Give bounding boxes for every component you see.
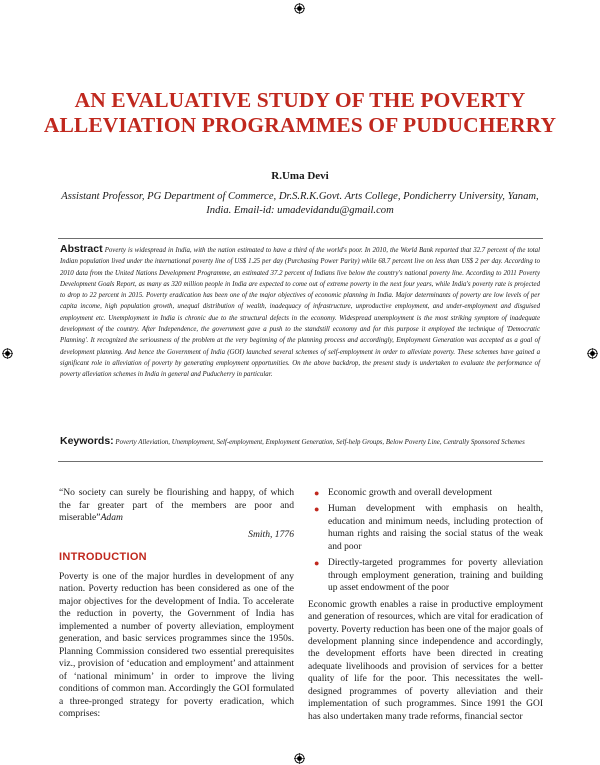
author-name: R.Uma Devi [271,170,329,182]
section-heading-introduction: INTRODUCTION [59,551,147,563]
list-item [308,487,543,499]
author-affiliation: Assistant Professor, PG Department of Commerce, Dr.S.R.K.Govt. Arts College, Pondicherry University, Yanam, India. Email-id: umadevidandu@gmail.com [61,191,539,216]
abstract-bottom-rule [58,461,543,462]
abstract-top-rule [58,238,543,239]
quote-author: Adam [100,512,123,523]
list-item-text: Directly-targeted programmes for poverty alleviation through employment generation, training and building up asset endowment of the poor [328,558,543,594]
right-column [308,487,543,723]
left-column [59,487,294,720]
list-item-text: Human development with emphasis on health, education and minimum needs, including protection of human rights and raising the social status of the weak and poor [328,504,543,552]
bullet-dot-icon: ● [314,488,320,498]
abstract-block [60,244,540,381]
epigraph-quote [59,487,294,525]
strategy-list [308,487,543,595]
list-item [308,557,543,594]
abstract-label: Abstract [60,243,103,255]
quote-attribution: Smith, 1776 [248,528,294,540]
list-item-text: Economic growth and overall development [328,488,493,498]
registration-mark-left-icon [2,348,13,359]
abstract-text: Poverty is widespread in India, with the nation estimated to have a third of the world's poor. In 2010, the World Bank reported that 32.7 percent of the total Indian population lived under the international poverty line of US$ 1.25 per day (Purchasing Power Parity) while 68.7 percent live on less than US$ 2 per day. According to 2010 data from the United Nations Development Programme, an estimated 37.2 percent of Indians live below the country's national poverty line. According to 2011 Poverty Development Goals Report, as many as 320 million people in India are expected to come out of extreme poverty in the next four years, while India's poverty rate is projected to drop to 22 percent in 2015. Poverty eradication has been one of the major objectives of economic planning in India. Major determinants of poverty are low levels of per capita income, high population growth, unequal distribution of wealth, inadequacy of infrastructure, unproductive employment, and under-employment and disguised employment etc. Unemployment in India is chronic due to the structural defects in the economy. Widespread unemployment is the most striking symptom of inadequate development of the country. After Independence, the government gave a push to the standstill economy and for this purpose it employed the technique of 'Democratic Planning'. It recognized the seriousness of the problem at the very beginning of the planning process and accordingly, Employment Generation was accepted as a goal of development planning. And hence the Government of India (GOI) launched several schemes of self-employment in order to alleviate poverty. These schemes have gained a significant role in alleviation of poverty by generating employment opportunities. On the above backdrop, the present study is undertaken to evaluate the performance of poverty alleviation schemes in India in general and Puducherry in particular. [60,247,540,379]
bullet-dot-icon: ● [314,504,320,515]
list-item [308,503,543,553]
keywords-block [60,436,540,448]
registration-mark-right-icon [587,348,598,359]
quote-text: “No society can surely be flourishing and happy, of which the far greater part of the members are poor and miserable” [59,487,294,523]
registration-mark-bottom-icon [294,753,305,764]
paper-title: AN EVALUATIVE STUDY OF THE POVERTY ALLEVIATION PROGRAMMES OF PUDUCHERRY [43,88,557,137]
keywords-text: Poverty Alleviation, Unemployment, Self-employment, Employment Generation, Self-help Groups, Below Poverty Line, Centrally Sponsored Schemes [115,439,525,446]
bullet-dot-icon: ● [314,558,320,569]
registration-mark-top-icon [294,3,305,14]
right-paragraph: Economic growth enables a raise in productive employment and generation of resources, which are vital for eradication of poverty. Poverty reduction has been one of the major goals of development planning since independence and accordingly, the development efforts have been directed in creating adequate livelihoods and provision of services for a better quality of life for the poor. This necessitates the well-designed programmes of poverty alleviation and their implementation of such programmes. Since 1991 the GOI has also undertaken many trade reforms, financial sector [308,599,543,722]
intro-paragraph: Poverty is one of the major hurdles in development of any nation. Poverty reduction has been considered as one of the major objectives for the development of India. To accelerate the reduction in poverty, the Government of India has implemented a number of poverty alleviation, employment generation, and basic services programmes since the 1950s. Planning Commission considered two essential prerequisites viz., provision of ‘education and employment’ and attainment of ‘national minimum’ in order to improve the living conditions of common man. Accordingly the GOI formulated a three-pronged strategy for poverty eradication, which comprises: [59,572,294,719]
keywords-label: Keywords: [60,435,114,447]
